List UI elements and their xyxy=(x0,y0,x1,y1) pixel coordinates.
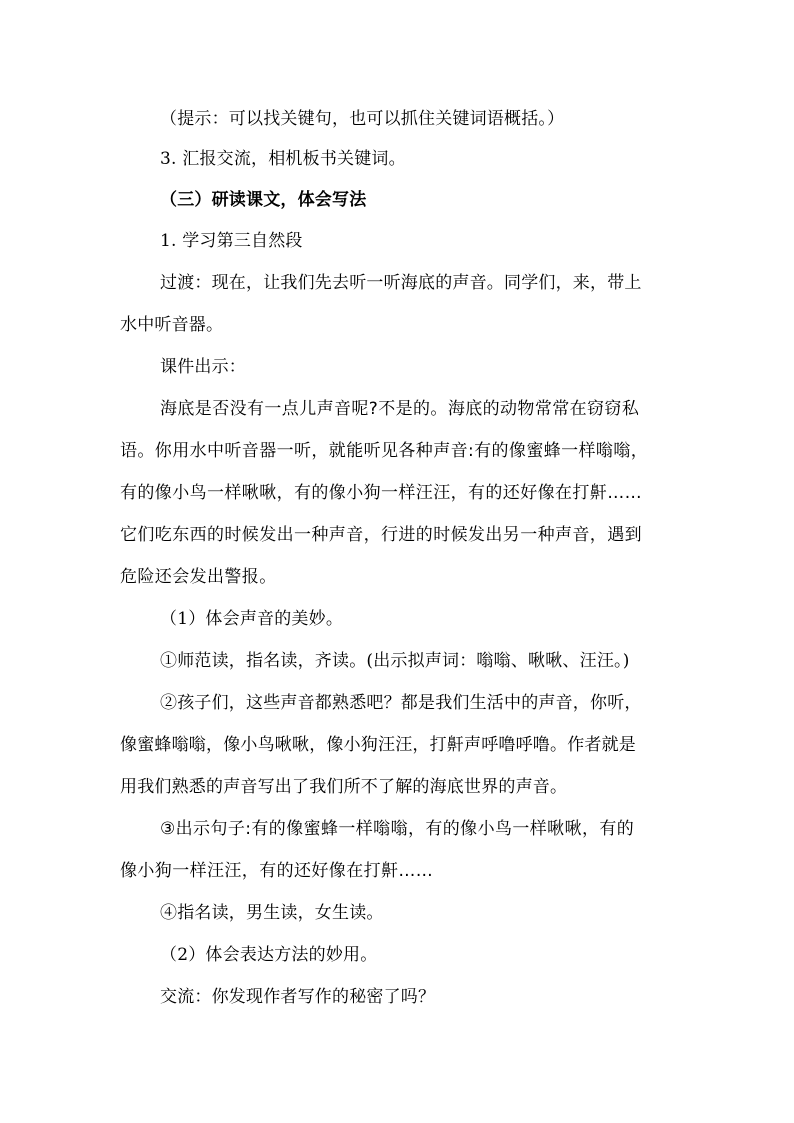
point-1-step-3: ③出示句子:有的像蜜蜂一样嗡嗡，有的像小鸟一样啾啾，有的 xyxy=(160,819,635,839)
quote-line-2: 语。你用水中听音器一听，就能听见各种声音:有的像蜜蜂一样嗡嗡， xyxy=(120,441,649,461)
hint-line: （提示：可以找关键句，也可以抓住关键词语概括。） xyxy=(160,109,565,129)
point-1-heading: （1）体会声音的美妙。 xyxy=(160,609,344,629)
point-1-step-4: ④指名读，男生读，女生读。 xyxy=(160,903,384,923)
point-1-step-2-cont-2: 用我们熟悉的声音写出了我们所不了解的海底世界的声音。 xyxy=(120,777,568,797)
quote-line-4: 它们吃东西的时候发出一种声音，行进的时候发出另一种声音，遇到 xyxy=(120,525,642,545)
section-heading: （三）研读课文，体会写法 xyxy=(160,190,367,210)
point-1-step-3-cont: 像小狗一样汪汪，有的还好像在打鼾…… xyxy=(120,861,434,881)
point-1-step-2-cont-1: 像蜜蜂嗡嗡，像小鸟啾啾，像小狗汪汪，打鼾声呼噜呼噜。作者就是 xyxy=(120,735,636,755)
courseware-label: 课件出示： xyxy=(160,357,246,377)
point-1-step-1: ①师范读，指名读，齐读。(出示拟声词：嗡嗡、啾啾、汪汪。) xyxy=(160,651,630,671)
point-1-step-2: ②孩子们，这些声音都熟悉吧？都是我们生活中的声音，你听， xyxy=(160,693,642,713)
subheading-1: 1. 学习第三自然段 xyxy=(160,231,303,251)
quote-line-5: 危险还会发出警报。 xyxy=(120,567,277,587)
step-3-line: 3. 汇报交流，相机板书关键词。 xyxy=(160,149,406,169)
transition-line-cont: 水中听音器。 xyxy=(120,315,224,335)
quote-line-1: 海底是否没有一点儿声音呢?不是的。海底的动物常常在窃窃私 xyxy=(160,399,640,419)
transition-line: 过渡：现在，让我们先去听一听海底的声音。同学们，来，带上 xyxy=(160,273,642,293)
point-2-heading: （2）体会表达方法的妙用。 xyxy=(160,945,378,965)
quote-line-3: 有的像小鸟一样啾啾，有的像小狗一样汪汪，有的还好像在打鼾…… xyxy=(120,483,642,503)
discussion-line: 交流：你发现作者写作的秘密了吗？ xyxy=(160,987,436,1007)
